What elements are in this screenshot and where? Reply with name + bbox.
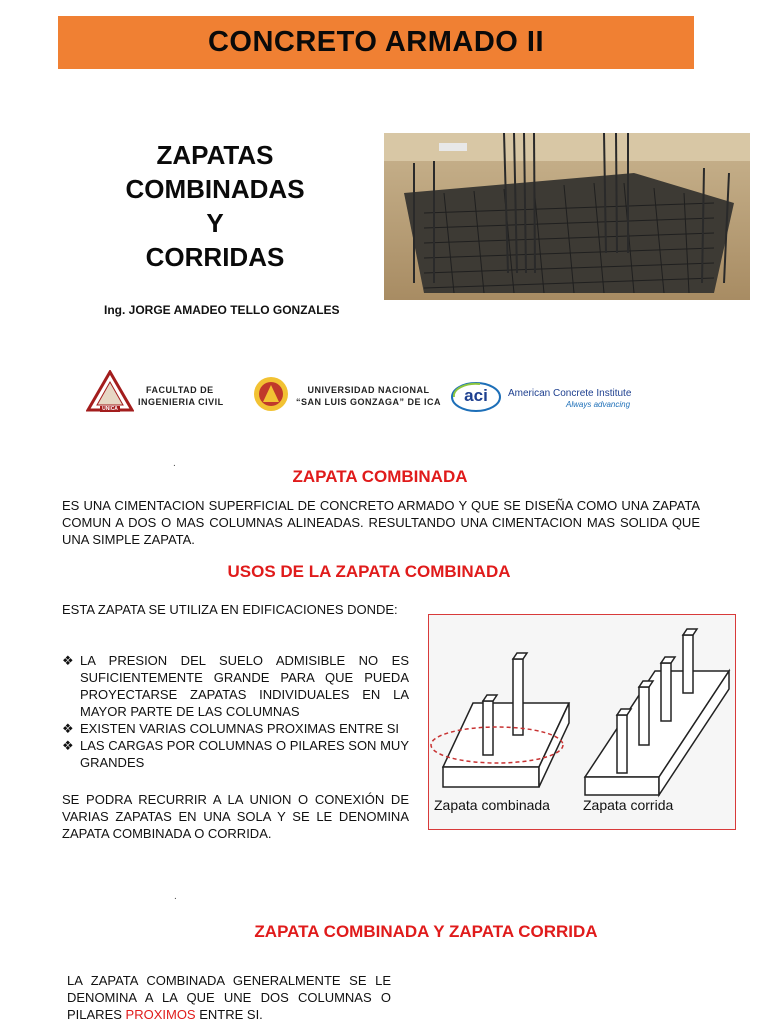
university-line: “SAN LUIS GONZAGA” DE ICA [296, 397, 442, 407]
section-heading-comparison: ZAPATA COMBINADA Y ZAPATA CORRIDA [254, 922, 598, 941]
university-text [296, 384, 441, 408]
bullet-text: EXISTEN VARIAS COLUMNAS PROXIMAS ENTRE SI [80, 721, 400, 736]
author-name: Ing. JORGE AMADEO TELLO GONZALES [104, 303, 340, 317]
bullet-diamond-icon: ❖ [62, 721, 74, 736]
bullet-diamond-icon: ❖ [62, 738, 74, 753]
page-marker: . [174, 891, 177, 902]
highlight-word: PROXIMOS [125, 1007, 196, 1022]
course-title: CONCRETO ARMADO II [207, 26, 545, 58]
section-heading-combinada: ZAPATA COMBINADA [292, 467, 468, 486]
faculty-badge-text: UNICA [102, 406, 118, 412]
faculty-line: INGENIERIA CIVIL [138, 397, 224, 407]
university-seal [253, 376, 289, 412]
aci-name: American Concrete Institute [508, 388, 632, 399]
body-text: LA ZAPATA COMBINADA GENERALMENTE SE LE DENOMINA A LA QUE UNE DOS COLUMNAS O PILARES [67, 973, 391, 1022]
cover-title-line: ZAPATAS [156, 140, 274, 170]
figure-label-combinada: Zapata combinada [434, 797, 550, 813]
faculty-logo [86, 370, 134, 414]
cover-title-line: CORRIDAS [145, 242, 285, 272]
aci-mark: aci [464, 386, 488, 405]
footing-figure [428, 614, 736, 830]
page-marker: . [173, 458, 176, 469]
aci-tagline: Always advancing [566, 400, 631, 409]
title-banner [58, 16, 694, 69]
university-line: UNIVERSIDAD NACIONAL [307, 385, 430, 395]
cover-title [90, 138, 340, 274]
list-item [62, 737, 409, 771]
figure-label-corrida: Zapata corrida [583, 797, 674, 813]
section-heading-usos: USOS DE LA ZAPATA COMBINADA [227, 562, 511, 581]
bullet-text: LA PRESION DEL SUELO ADMISIBLE NO ES SUFICIENTEMENTE GRANDE PARA QUE PUEDA PROYECTARSE ZAPATAS INDIVIDUALES EN LA MAYOR PARTE DE LAS COLUMNAS [80, 653, 409, 719]
cover-title-line: COMBINADAS [125, 174, 305, 204]
body-text: ENTRE SI. [195, 1007, 263, 1022]
faculty-line: FACULTAD DE [146, 385, 214, 395]
bullet-diamond-icon: ❖ [62, 653, 74, 668]
usos-conclusion: SE PODRA RECURRIR A LA UNION O CONEXIÓN DE VARIAS ZAPATAS EN UNA SOLA Y SE LE DENOMINA ZAPATA COMBINADA O CORRIDA. [62, 792, 409, 841]
usos-intro: ESTA ZAPATA SE UTILIZA EN EDIFICACIONES DONDE: [62, 602, 398, 617]
list-item [62, 720, 409, 737]
aci-logo [450, 381, 502, 413]
bullet-text: LAS CARGAS POR COLUMNAS O PILARES SON MUY GRANDES [80, 738, 409, 770]
usos-bullet-list [62, 652, 409, 771]
rebar-cage-photo [384, 133, 750, 300]
section-body-comparison [67, 972, 391, 1023]
cover-title-line: Y [206, 208, 224, 238]
section-body-combinada: ES UNA CIMENTACION SUPERFICIAL DE CONCRETO ARMADO Y QUE SE DISEÑA COMO UNA ZAPATA COMUN A DOS O MAS COLUMNAS ALINEADAS. RESULTANDO UNA CIMENTACION MAS SOLIDA QUE UNA SIMPLE ZAPATA. [62, 498, 700, 547]
faculty-text [138, 384, 224, 408]
list-item [62, 652, 409, 720]
